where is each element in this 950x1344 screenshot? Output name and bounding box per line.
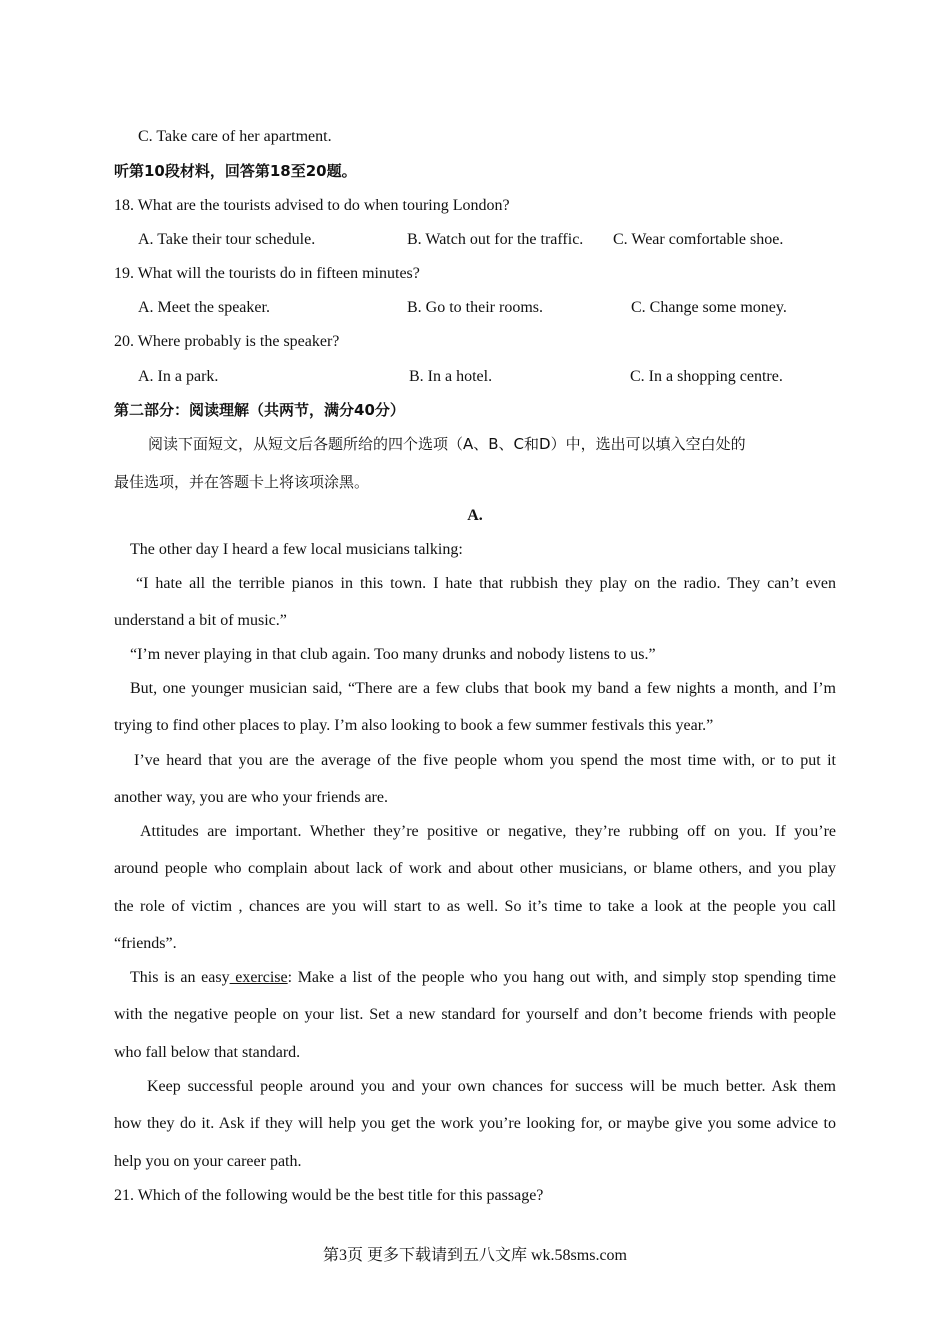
passage-p8-line3: help you on your career path. [114,1153,302,1170]
passage-p6-line1: Attitudes are important. Whether they’re positive or negative, they’re rubbing off on you. If you’re [140,823,836,840]
passage-p6-line4: “friends”. [114,935,177,952]
q17-option-c: C. Take care of her apartment. [138,128,332,145]
q19-option-c: C. Change some money. [631,299,787,316]
passage-p2-line2: understand a bit of music.” [114,612,287,629]
passage-p7-line1: This is an easy exercise: Make a list of the people who you hang out with, and simply stop spending time [130,969,837,986]
passage-p5-line1: I’ve heard that you are the average of the five people whom you spend the most time with, or to put it [134,752,836,769]
passage-p4-line1: But, one younger musician said, “There are a few clubs that book my band a few nights a month, and I’m [130,680,836,697]
part2-header: 第二部分：阅读理解（共两节，满分40分） [114,401,405,419]
passage-p1: The other day I heard a few local musicians talking: [130,541,463,558]
q20-option-a: A. In a park. [138,368,219,385]
q20-option-b: B. In a hotel. [409,368,493,385]
page-footer: 第3页 更多下载请到五八文库 wk.58sms.com [322,1247,627,1264]
passage-p8-line1: Keep successful people around you and your own chances for success will be much better. Ask them [147,1078,836,1095]
passage-p7-line2: with the negative people on your list. Set a new standard for yourself and don’t become friends with people [114,1006,836,1023]
q18-option-a: A. Take their tour schedule. [138,231,316,248]
q18-option-c: C. Wear comfortable shoe. [613,231,784,248]
q20-option-c: C. In a shopping centre. [630,368,783,385]
q19-question: 19. What will the tourists do in fifteen minutes? [114,265,420,282]
q20-question: 20. Where probably is the speaker? [114,333,340,350]
section-10-header: 听第10段材料，回答第18至20题。 [114,162,357,180]
passage-p5-line2: another way, you are who your friends are. [114,789,388,806]
underlined-word-exercise: exercise [229,969,288,986]
q18-question: 18. What are the tourists advised to do when touring London? [114,197,510,214]
instructions-line2: 最佳选项，并在答题卡上将该项涂黑。 [114,473,370,491]
passage-p7-line3: who fall below that standard. [114,1044,301,1061]
q19-option-b: B. Go to their rooms. [407,299,543,316]
passage-label: A. [467,507,483,524]
q18-option-b: B. Watch out for the traffic. [407,231,584,248]
q19-option-a: A. Meet the speaker. [138,299,270,316]
passage-p3: “I’m never playing in that club again. Too many drunks and nobody listens to us.” [130,646,656,663]
passage-p4-line2: trying to find other places to play. I’m also looking to book a few summer festivals this year.” [114,717,714,734]
passage-p6-line2: around people who complain about lack of work and about other musicians, or blame others, and you play [114,860,836,877]
passage-p2-line1: “I hate all the terrible pianos in this town. I hate that rubbish they play on the radio. They can’t even [136,575,836,592]
q21-question: 21. Which of the following would be the best title for this passage? [114,1187,544,1204]
passage-p8-line2: how they do it. Ask if they will help you get the work you’re looking for, or maybe give you some advice to [114,1115,836,1132]
passage-p6-line3: the role of victim , chances are you will start to as well. So it’s time to take a look at the people you call [114,898,836,915]
instructions-line1: 阅读下面短文，从短文后各题所给的四个选项（A、B、C和D）中，选出可以填入空白处的 [148,435,746,453]
